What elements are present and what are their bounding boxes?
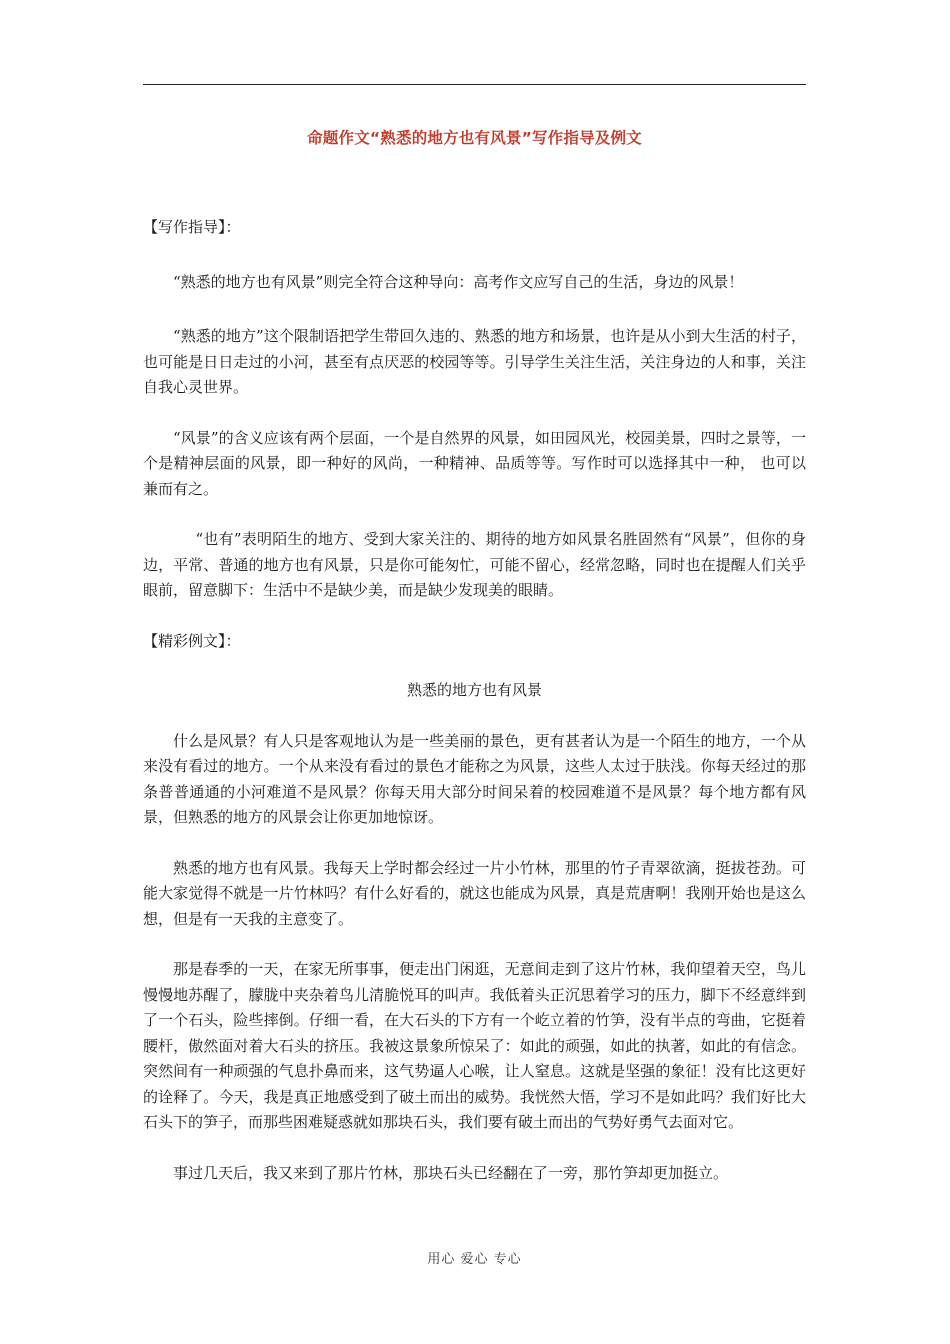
essay-paragraph-4: 事过几天后，我又来到了那片竹林，那块石头已经翻在了一旁，那竹笋却更加挺立。 [173, 1163, 729, 1182]
essay-title: 熟悉的地方也有风景 [406, 681, 542, 699]
guidance-paragraph-3: “风景”的含义应该有两个层面，一个是自然界的风景，如田园风光，校园美景，四时之景等，一个是精神层面的风景，即一种好的风尚，一种精神、品质等等。写作时可以选择其中一种， 也可以兼而有之。 [143, 428, 806, 498]
essay-paragraph-1: 什么是风景？有人只是客观地认为是一些美丽的景色，更有甚者认为是一个陌生的地方，一个从来没有看过的地方。一个从来没有看过的景色才能称之为风景，这些人太过于肤浅。你每天经过的那条普普通通的小河难道不是风景？你每天用大部分时间呆着的校园难道不是风景？每个地方都有风景，但熟悉的地方的风景会让你更加地惊讶。 [143, 731, 806, 826]
guidance-paragraph-4: “也有”表明陌生的地方、受到大家关注的、期待的地方如风景名胜固然有“风景”，但你的身边，平常、普通的地方也有风景，只是你可能匆忙，可能不留心，经常忽略，同时也在提醒人们关乎眼前，留意脚下：生活中不是缺少美，而是缺少发现美的眼睛。 [143, 530, 806, 599]
guidance-paragraph-1: “熟悉的地方也有风景”则完全符合这种导向：高考作文应写自己的生活，身边的风景！ [173, 272, 744, 291]
page-footer: 用心 爱心 专心 [427, 1252, 522, 1267]
example-label: 【精彩例文】： [143, 631, 241, 650]
document-title: 命题作文“熟悉的地方也有风景”写作指导及例文 [307, 129, 642, 147]
guidance-label: 【写作指导】： [143, 218, 241, 236]
guidance-paragraph-2: “熟悉的地方”这个限制语把学生带回久违的、熟悉的地方和场景，也许是从小到大生活的村子，也可能是日日走过的小河，甚至有点厌恶的校园等等。引导学生关注生活，关注身边的人和事，关注自我心灵世界。 [143, 327, 806, 396]
essay-paragraph-3: 那是春季的一天，在家无所事事，便走出门闲逛，无意间走到了这片竹林，我仰望着天空，鸟儿慢慢地苏醒了，朦胧中夹杂着鸟儿清脆悦耳的叫声。我低着头正沉思着学习的压力，脚下不经意绊到了一个石头，险些摔倒。仔细一看，在大石头的下方有一个屹立着的竹笋，没有半点的弯曲，它挺着腰杆，傲然面对着大石头的挤压。我被这景象所惊呆了：如此的顽强，如此的执著，如此的有信念。突然间有一种顽强的气息扑鼻而来，这气势逼人心喉，让人窒息。这就是坚强的象征！没有比这更好的诠释了。今天，我是真正地感受到了破土而出的威势。我恍然大悟，学习不是如此吗？我们好比大石头下的笋子，而那些困难疑惑就如那块石头，我们要有破土而出的气势好勇气去面对它。 [143, 960, 806, 1131]
essay-paragraph-2: 熟悉的地方也有风景。我每天上学时都会经过一片小竹林，那里的竹子青翠欲滴，挺拔苍劲。可能大家觉得不就是一片竹林吗？有什么好看的，就这也能成为风景，真是荒唐啊！我刚开始也是这么想，但是有一天我的主意变了。 [143, 858, 806, 928]
document-body [143, 215, 806, 1186]
header-rule [143, 84, 806, 85]
